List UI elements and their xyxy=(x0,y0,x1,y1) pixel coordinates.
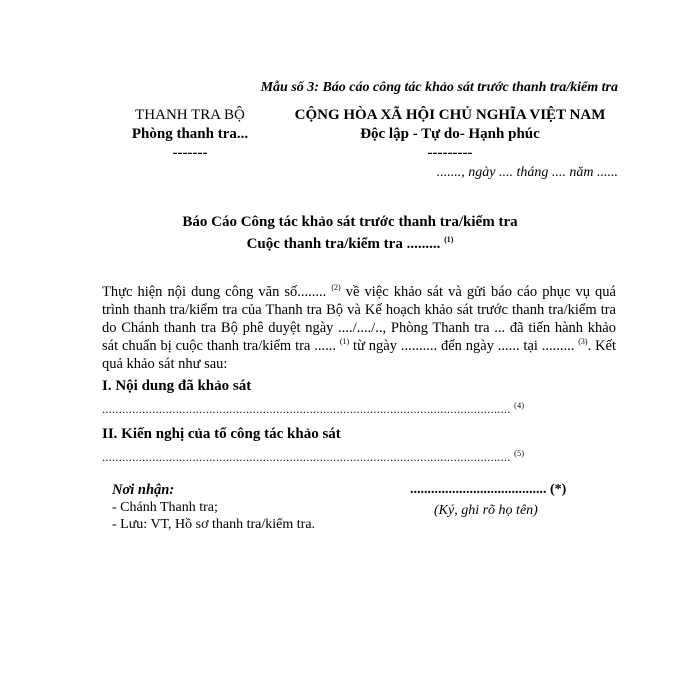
footnote-marker: (3) xyxy=(578,337,588,347)
report-subtitle-text: Cuộc thanh tra/kiểm tra ......... xyxy=(246,236,441,252)
agency-underline: ------- xyxy=(172,145,208,161)
motto-underline: --------- xyxy=(427,145,473,161)
fill-in-line xyxy=(102,402,524,417)
national-title-block xyxy=(290,106,610,163)
footnote-marker: (4) xyxy=(514,401,525,410)
dot-leader: .......................................................................................................................... xyxy=(102,402,511,416)
form-number-label: Mẫu số 3: xyxy=(260,80,319,95)
form-number-line xyxy=(261,80,618,96)
section-heading: I. Nội dung đã khảo sát xyxy=(102,378,252,394)
department-name: Phòng thanh tra... xyxy=(131,126,249,142)
body-text: từ ngày .......... đến ngày ...... tại ......... xyxy=(349,338,575,354)
signature-dots: ....................................... xyxy=(410,482,547,497)
footnote-marker: (2) xyxy=(331,283,341,293)
date-line: ......., ngày .... tháng .... năm ...... xyxy=(436,165,618,180)
recipient-item: - Lưu: VT, Hồ sơ thanh tra/kiểm tra. xyxy=(112,517,316,532)
dot-leader: .......................................................................................................................... xyxy=(102,450,511,464)
recipient-item: - Chánh Thanh tra; xyxy=(112,500,218,515)
agency-name: THANH TRA BỘ xyxy=(135,107,245,123)
country-name: CỘNG HÒA XÃ HỘI CHỦ NGHĨA VIỆT NAM xyxy=(294,107,606,123)
signature-note: (*) xyxy=(550,482,567,497)
body-text: về việc khảo sát và gửi báo cáo phục vụ quá trình thanh tra/kiểm tra của Thanh tra Bộ và Kế hoạch khảo sát trước thanh tra/kiểm tra do Chánh thanh tra Bộ phê duyệt ngày ..../..../.., Phòng Thanh tra ... đã tiến hành khảo sát chuẩn bị cuộc thanh tra/kiểm tra ...... xyxy=(102,284,616,354)
footnote-marker: (1) xyxy=(339,337,350,347)
form-title: Báo cáo công tác khảo sát trước thanh tra/kiểm tra xyxy=(318,80,618,95)
section-heading: II. Kiến nghị của tổ công tác khảo sát xyxy=(102,426,341,442)
footnote-marker: (5) xyxy=(514,449,525,458)
fill-in-line xyxy=(102,450,524,465)
recipients-heading: Nơi nhận: xyxy=(112,482,175,498)
national-motto: Độc lập - Tự do- Hạnh phúc xyxy=(360,126,540,142)
body-paragraph xyxy=(102,283,616,373)
body-text: Thực hiện nội dung công văn số........ xyxy=(102,284,327,300)
body-text: . Kết quả khảo sát như sau: xyxy=(102,338,617,372)
report-subtitle xyxy=(0,236,700,253)
signature-instruction: (Ký, ghi rõ họ tên) xyxy=(434,503,538,518)
signature-line xyxy=(410,482,566,498)
report-title: Báo Cáo Công tác khảo sát trước thanh tra/kiểm tra xyxy=(182,214,518,230)
issuing-agency-block xyxy=(120,106,260,163)
footnote-marker: (1) xyxy=(444,235,454,244)
